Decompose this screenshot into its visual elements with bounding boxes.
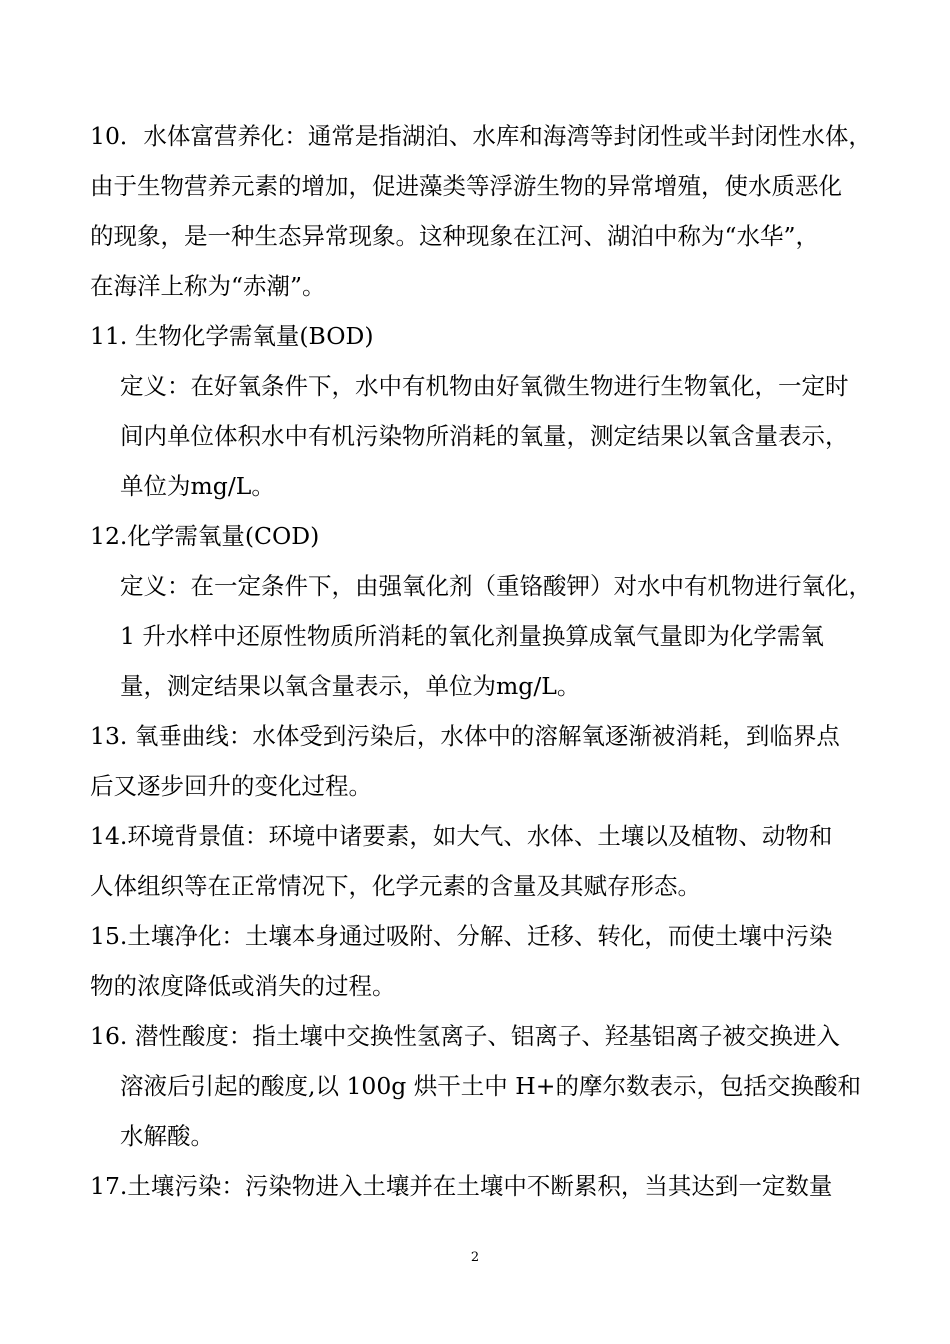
text-line: 量，测定结果以氧含量表示，单位为mg/L。 — [120, 672, 581, 700]
text-line: 由于生物营养元素的增加，促进藻类等浮游生物的异常增殖，使水质恶化 — [90, 172, 842, 200]
text-line: 在海洋上称为“赤潮”。 — [90, 272, 326, 300]
text-line-definition-10: 10．水体富营养化：通常是指湖泊、水库和海湾等封闭性或半封闭性水体， — [90, 122, 872, 150]
text-line-definition-17: 17.土壤污染：污染物进入土壤并在土壤中不断累积，当其达到一定数量 — [90, 1172, 833, 1200]
page-number: 2 — [470, 1250, 480, 1265]
text-line-definition-14: 14.环境背景值：环境中诸要素，如大气、水体、土壤以及植物、动物和 — [90, 822, 833, 850]
heading-line-12: 12.化学需氧量(COD) — [90, 522, 320, 550]
text-line: 单位为mg/L。 — [120, 472, 275, 500]
text-line-definition-16: 16. 潜性酸度：指土壤中交换性氢离子、铝离子、羟基铝离子被交换进入 — [90, 1022, 840, 1050]
text-line-definition: 定义：在好氧条件下，水中有机物由好氧微生物进行生物氧化，一定时 — [120, 372, 849, 400]
heading-line-11: 11. 生物化学需氧量(BOD) — [90, 322, 374, 350]
text-line-definition-13: 13. 氧垂曲线：水体受到污染后，水体中的溶解氧逐渐被消耗，到临界点 — [90, 722, 840, 750]
text-line-definition: 定义：在一定条件下，由强氧化剂（重铬酸钾）对水中有机物进行氧化， — [120, 572, 872, 600]
text-line: 1 升水样中还原性物质所消耗的氧化剂量换算成氧气量即为化学需氧 — [120, 622, 824, 650]
text-line: 的现象，是一种生态异常现象。这种现象在江河、湖泊中称为“水华”， — [90, 222, 820, 250]
text-line-definition-15: 15.土壤净化：土壤本身通过吸附、分解、迁移、转化，而使土壤中污染 — [90, 922, 833, 950]
text-line: 溶液后引起的酸度,以 100g 烘干土中 H+的摩尔数表示，包括交换酸和 — [120, 1072, 861, 1100]
text-line: 后又逐步回升的变化过程。 — [90, 772, 372, 800]
text-line: 水解酸。 — [120, 1122, 214, 1150]
text-line: 间内单位体积水中有机污染物所消耗的氧量，测定结果以氧含量表示， — [120, 422, 849, 450]
text-line: 人体组织等在正常情况下，化学元素的含量及其赋存形态。 — [90, 872, 701, 900]
text-line: 物的浓度降低或消失的过程。 — [90, 972, 396, 1000]
